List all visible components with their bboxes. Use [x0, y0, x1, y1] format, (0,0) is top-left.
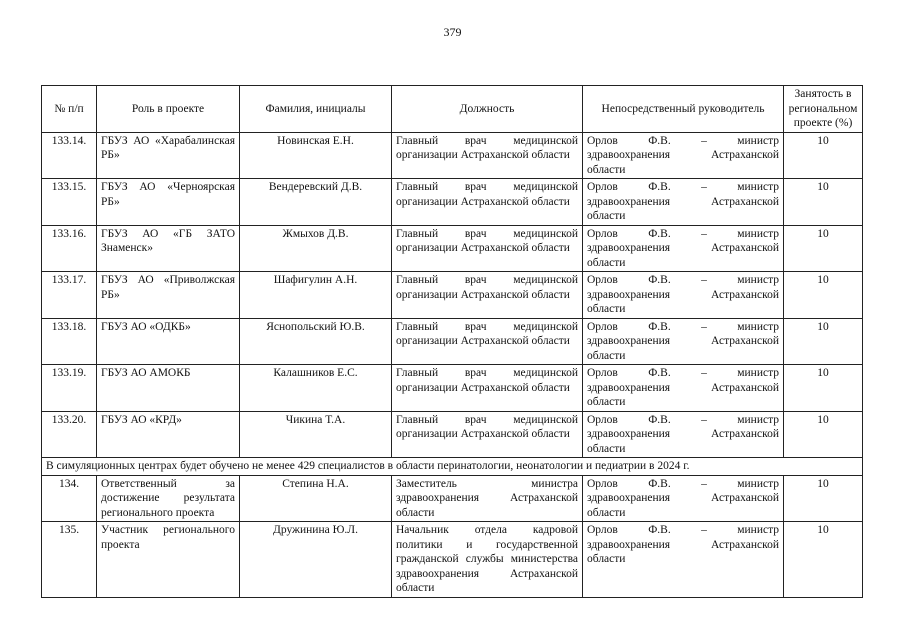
row-role: Ответственный за достижение результата регионального проекта [97, 475, 240, 522]
header-name: Фамилия, инициалы [240, 86, 392, 133]
row-role: ГБУЗ АО «ОДКБ» [97, 318, 240, 365]
row-role: ГБУЗ АО «Харабалинская РБ» [97, 132, 240, 179]
header-num: № п/п [42, 86, 97, 133]
row-supervisor: Орлов Ф.В. – министр здравоохранения Астраханской области [583, 411, 784, 458]
row-supervisor: Орлов Ф.В. – министр здравоохранения Астраханской области [583, 318, 784, 365]
row-supervisor: Орлов Ф.В. – министр здравоохранения Астраханской области [583, 522, 784, 598]
section-text: В симуляционных центрах будет обучено не менее 429 специалистов в области перинатологии, неонатологии и педиатрии в 2024 г. [42, 458, 863, 476]
row-position: Главный врач медицинской организации Астраханской области [392, 225, 583, 272]
row-employment: 10 [784, 522, 863, 598]
row-supervisor: Орлов Ф.В. – министр здравоохранения Астраханской области [583, 225, 784, 272]
row-number: 133.14. [42, 132, 97, 179]
row-number: 133.19. [42, 365, 97, 412]
row-supervisor: Орлов Ф.В. – министр здравоохранения Астраханской области [583, 365, 784, 412]
row-role: ГБУЗ АО «Черноярская РБ» [97, 179, 240, 226]
table-body-section [42, 458, 863, 476]
row-name: Дружинина Ю.Л. [240, 522, 392, 598]
row-name: Калашников Е.С. [240, 365, 392, 412]
row-employment: 10 [784, 272, 863, 319]
row-number: 133.16. [42, 225, 97, 272]
header-position: Должность [392, 86, 583, 133]
row-supervisor: Орлов Ф.В. – министр здравоохранения Астраханской области [583, 272, 784, 319]
row-role: ГБУЗ АО «Приволжская РБ» [97, 272, 240, 319]
row-role: ГБУЗ АО АМОКБ [97, 365, 240, 412]
row-name: Чикина Т.А. [240, 411, 392, 458]
page-number: 379 [443, 25, 462, 39]
row-employment: 10 [784, 179, 863, 226]
row-name: Яснопольский Ю.В. [240, 318, 392, 365]
row-employment: 10 [784, 318, 863, 365]
row-position: Начальник отдела кадровой политики и государственной гражданской службы министерства здравоохранения Астраханской области [392, 522, 583, 598]
table-row [42, 475, 863, 522]
header-supervisor: Непосредственный руководитель [583, 86, 784, 133]
row-role: ГБУЗ АО «КРД» [97, 411, 240, 458]
row-employment: 10 [784, 132, 863, 179]
row-number: 134. [42, 475, 97, 522]
row-name: Новинская Е.Н. [240, 132, 392, 179]
row-number: 133.20. [42, 411, 97, 458]
row-position: Главный врач медицинской организации Астраханской области [392, 272, 583, 319]
row-supervisor: Орлов Ф.В. – министр здравоохранения Астраханской области [583, 132, 784, 179]
table-body-institutions [42, 132, 863, 458]
table-row [42, 522, 863, 598]
row-name: Жмыхов Д.В. [240, 225, 392, 272]
table-row [42, 225, 863, 272]
row-supervisor: Орлов Ф.В. – министр здравоохранения Астраханской области [583, 475, 784, 522]
row-number: 133.18. [42, 318, 97, 365]
header-employment: Занятость в региональном проекте (%) [784, 86, 863, 133]
table-row [42, 272, 863, 319]
row-name: Шафигулин А.Н. [240, 272, 392, 319]
row-position: Главный врач медицинской организации Астраханской области [392, 318, 583, 365]
row-position: Главный врач медицинской организации Астраханской области [392, 411, 583, 458]
header-role: Роль в проекте [97, 86, 240, 133]
row-supervisor: Орлов Ф.В. – министр здравоохранения Астраханской области [583, 179, 784, 226]
row-role: ГБУЗ АО «ГБ ЗАТО Знаменск» [97, 225, 240, 272]
row-employment: 10 [784, 411, 863, 458]
table-row [42, 365, 863, 412]
row-employment: 10 [784, 365, 863, 412]
table-row [42, 411, 863, 458]
table-body-participants [42, 475, 863, 597]
table-row [42, 132, 863, 179]
row-position: Главный врач медицинской организации Астраханской области [392, 179, 583, 226]
row-role: Участник регионального проекта [97, 522, 240, 598]
table-row [42, 318, 863, 365]
row-name: Степина Н.А. [240, 475, 392, 522]
row-employment: 10 [784, 225, 863, 272]
row-number: 135. [42, 522, 97, 598]
project-staff-table [41, 85, 863, 598]
table-header-row [42, 86, 863, 133]
row-number: 133.15. [42, 179, 97, 226]
section-row [42, 458, 863, 476]
row-name: Вендеревский Д.В. [240, 179, 392, 226]
row-position: Заместитель министра здравоохранения Астраханской области [392, 475, 583, 522]
row-number: 133.17. [42, 272, 97, 319]
table-row [42, 179, 863, 226]
row-employment: 10 [784, 475, 863, 522]
row-position: Главный врач медицинской организации Астраханской области [392, 365, 583, 412]
row-position: Главный врач медицинской организации Астраханской области [392, 132, 583, 179]
